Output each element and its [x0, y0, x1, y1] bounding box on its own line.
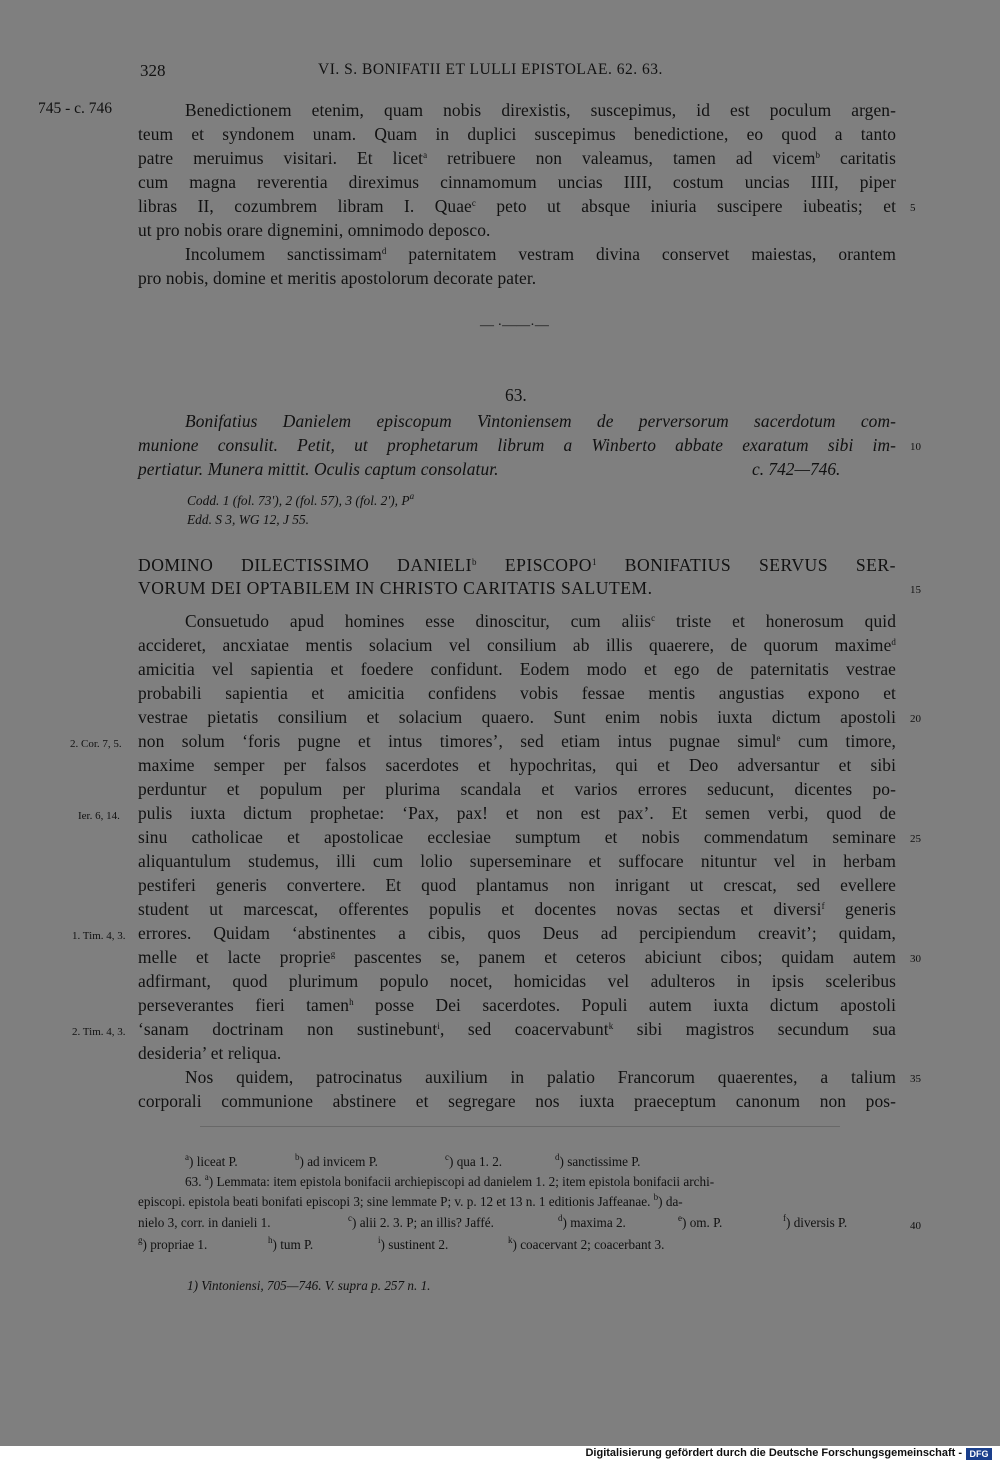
line-number: 20: [910, 713, 921, 725]
text-line: Benedictionem etenim, quam nobis direxistis, suscepimus, id est poculum argen-: [185, 100, 896, 120]
footnote-line: $^g$) propriae 1. $^h$) tum P. $^i$) sustinent 2. $^k$) coacervant 2; coacerbant 3.: [138, 1235, 665, 1252]
summary-line: munione consulit. Petit, ut prophetarum librum a Winberto abbate exaratum sibi im-: [138, 435, 896, 455]
body-line: errores. Quidam ‘abstinentes a cibis, quos Deus ad percipiendum creavit’; quidam,: [138, 923, 896, 943]
line-number: 30: [910, 953, 921, 965]
body-line: desideria’ et reliqua.: [138, 1043, 282, 1063]
footnote-rule: [200, 1126, 840, 1127]
letter-number: 63.: [505, 385, 527, 405]
running-title: VI. S. BONIFATII ET LULLI EPISTOLAE. 62. 63.: [318, 61, 663, 78]
footnote-marker: b: [815, 150, 821, 160]
body-line: perduntur et populum per plurima scandala et varios errores seducunt, dicentes po-: [138, 779, 896, 799]
line-number: 40: [910, 1220, 921, 1232]
text-line: Incolumem sanctissimam$^d$ paternitatem vestram divina conservet maiestas, orantem: [185, 244, 897, 264]
codices-line: Codd. 1 (fol. 73'), 2 (fol. 57), 3 (fol. 2'), $P^a$: [187, 491, 415, 508]
body-line: student ut marcescat, offerentes populis et docentes novas sectas et diversi$^f$ generis: [138, 899, 896, 919]
dfg-logo: DFG: [966, 1448, 992, 1460]
body-line: pulis iuxta dictum prophetae: ‘Pax, pax! et non est pax’. Et semen verbi, quod de: [138, 803, 896, 823]
line-number: 15: [910, 584, 921, 596]
line-number: 5: [910, 202, 916, 214]
address-line: DOMINO DILECTISSIMO DANIELI$^b$ EPISCOPO$^1$ BONIFATIUS SERVUS SER-: [138, 555, 896, 575]
margin-reference: 2. Tim. 4, 3.: [72, 1026, 126, 1038]
footnote-marker: c: [471, 198, 476, 208]
editions-line: Edd. S 3, WG 12, J 55.: [187, 512, 309, 527]
line-number: 10: [910, 441, 921, 453]
body-line: perseverantes fieri tamen$^h$ posse Dei sacerdotes. Populi autem iuxta dictum apostoli: [138, 995, 897, 1015]
margin-reference: Ier. 6, 14.: [78, 810, 120, 822]
body-line: sinu catholicae et apostolicae ecclesiae sumptum et nobis commendatum seminare: [138, 827, 896, 847]
digitization-note: Digitalisierung gefördert durch die Deutsche Forschungsgemeinschaft -: [585, 1447, 962, 1459]
footnote-marker: d: [381, 246, 387, 256]
text-line: cum magna reverentia direximus cinnamomum uncias IIII, costum uncias IIII, piper: [138, 172, 896, 192]
text-line: patre meruimus visitari. Et licet$^a$ retribuere non valeamus, tamen ad vicem$^b$ caritatis: [138, 148, 896, 168]
footnote-line: 63. $^a$) Lemmata: item epistola bonifacii archiepiscopi ad danielem 1. 2; item epistola bonifacii archi-: [185, 1172, 715, 1189]
body-line: adfirmant, quod plurimum populo nocet, homicidas vel adulteros in ipsis sceleribus: [138, 971, 896, 991]
source-note: 1) Vintoniensi, 705—746. V. supra p. 257 n. 1.: [187, 1278, 431, 1293]
text-line: ut pro nobis orare dignemini, omnimodo deposco.: [138, 220, 491, 240]
summary-line: pertiatur. Munera mittit. Oculis captum consolatur.: [138, 459, 499, 479]
body-line: amicitia vel sapientia et foedere confidunt. Eodem modo et ego de paternitatis vestrae: [138, 659, 896, 679]
margin-reference: 2. Cor. 7, 5.: [70, 738, 122, 750]
footnote-line: episcopi. epistola beati bonifati episcopi 3; sine lemmate P; v. p. 12 et 13 n. 1 editionis Jaffeanae. $^b$) da-: [138, 1192, 683, 1209]
footnote-line: $^a$) liceat P. $^b$) ad invicem P. $^c$) qua 1. 2. $^d$) sanctissime P.: [185, 1152, 641, 1169]
body-line: pestiferi generis convertere. Et quod plantamus non inrigant ut crescat, sed evellere: [138, 875, 896, 895]
text-line: libras II, cozumbrem libram I. Quae$^c$ peto ut absque iniuria suscipere iubeatis; et: [138, 196, 896, 216]
body-line: aliquantulum studemus, illi cum lolio superseminare et suffocare nituntur vel in herbam: [138, 851, 896, 871]
footnote-marker: a: [423, 150, 428, 160]
body-line: vestrae pietatis consilium et solacium quaero. Sunt enim nobis iuxta dictum apostoli: [138, 707, 896, 727]
body-line: non solum ‘foris pugne et intus timores’, sed etiam intus pugnae simul$^e$ cum timore,: [138, 731, 896, 751]
body-line: Consuetudo apud homines esse dinoscitur, cum aliis$^c$ triste et honerosum quid: [185, 611, 896, 631]
body-line: melle et lacte proprie$^g$ pascentes se, panem et ceteros abiciunt cibos; quidam autem: [138, 947, 896, 967]
separator: — ·——·—: [480, 318, 549, 333]
summary-date: c. 742—746.: [752, 459, 841, 479]
body-line: Nos quidem, patrocinatus auxilium in palatio Francorum quaerentes, a talium: [185, 1067, 896, 1087]
text-line: pro nobis, domine et meritis apostolorum decorate pater.: [138, 268, 537, 288]
date-margin: 745 - c. 746: [38, 100, 113, 117]
page-number: 328: [140, 61, 166, 80]
margin-reference: 1. Tim. 4, 3.: [72, 930, 126, 942]
body-line: probabili sapientia et amicitia confidens vobis fessae mentis angustias expono et: [138, 683, 896, 703]
footnote-line: nielo 3, corr. in danieli 1. $^c$) alii 2. 3. P; an illis? Jaffé. $^d$) maxima 2. $^e$) om. P. $^f$) diversis P.: [138, 1213, 848, 1230]
line-number: 35: [910, 1073, 921, 1085]
body-line: ‘sanam doctrinam non sustinebunt$^i$, sed coacervabunt$^k$ sibi magistros secundum sua: [138, 1019, 896, 1039]
body-line: corporali communione abstinere et segregare nos iuxta praeceptum canonum non pos-: [138, 1091, 896, 1111]
body-line: maxime semper per falsos sacerdotes et hypochritas, qui et Deo adversantur et sibi: [138, 755, 896, 775]
address-line: VORUM DEI OPTABILEM IN CHRISTO CARITATIS SALUTEM.: [138, 578, 653, 598]
body-line: accideret, ancxiatae mentis solacium vel consilium ab illis quaerere, de quorum maxime$^d$: [138, 635, 896, 655]
line-number: 25: [910, 833, 921, 845]
summary-line: Bonifatius Danielem episcopum Vintoniensem de perversorum sacerdotum com-: [185, 411, 896, 431]
text-line: teum et syndonem unam. Quam in duplici suscepimus benedictione, eo quod a tanto: [138, 124, 896, 144]
